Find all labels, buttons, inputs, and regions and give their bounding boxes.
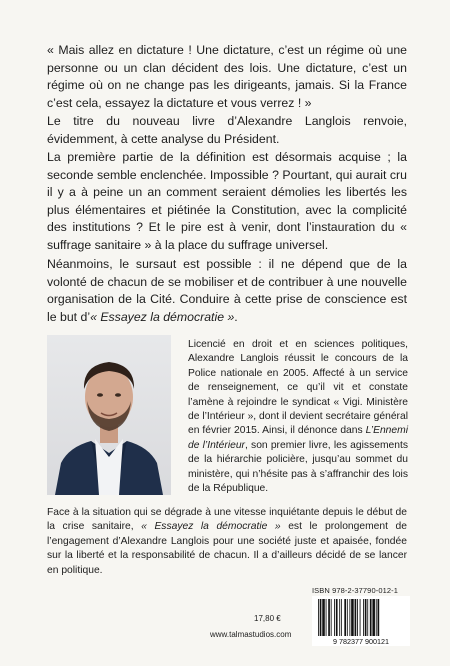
barcode-bar [334, 599, 335, 636]
barcode-bar [372, 599, 375, 636]
barcode-bar [341, 599, 342, 636]
barcode-bar [370, 599, 372, 636]
barcode-bar [320, 599, 322, 636]
barcode-bar [339, 599, 340, 636]
barcode-bar [331, 599, 332, 636]
barcode-bar [349, 599, 350, 636]
isbn-label: ISBN 978-2-37790-012-1 [312, 586, 399, 595]
sursaut-end: . [234, 309, 238, 324]
bio-text-1: Licencié en droit et en sciences politiques, Alexandre Langlois réussit le concours de la Police nationale en 2005. Affecté à un service de renseignement, ce qu’il vit et constate l’amène à rejoindre le syndicat « Vigi. Ministère de l’Intérieur », dont il devient secrétaire général en février 2015. Ainsi, il dénonce dans [188, 339, 408, 437]
barcode-bar [328, 599, 330, 636]
closing-paragraph [47, 506, 407, 578]
barcode-bar [355, 599, 357, 636]
barcode-bar [318, 599, 319, 636]
author-portrait-photo [47, 335, 171, 495]
barcode-digits: 9 782377 900121 [333, 637, 389, 646]
barcode-graphic [312, 596, 410, 646]
barcode-bar [378, 599, 380, 636]
barcode-bar [347, 599, 348, 636]
author-bio [188, 338, 408, 496]
barcode-bar [344, 599, 346, 636]
barcode-bar [357, 599, 358, 636]
barcode-bar [336, 599, 338, 636]
barcode-bar [376, 599, 377, 636]
barcode-bar [363, 599, 364, 636]
closing-text-1: Face à la situation qui se dégrade à une vitesse inquiétante depuis le début de la crise sanitaire, [47, 507, 407, 533]
bio-text-2: , son premier livre, les agissements de la hiérarchie policière, jusqu’au sommet du ministère, qui n’hésite pas à s’affranchir des lois de la République. [188, 439, 408, 495]
author-portrait-svg [47, 335, 171, 495]
sursaut-text: Néanmoins, le sursaut est possible : il ne dépend que de la volonté de chacun de se mobiliser et de contribuer à une nouvelle organisation de la Cité. Conduire à cette prise de conscience est le but d’ [47, 257, 407, 324]
bio-book-title: L’Ennemi de l’Intérieur [188, 425, 408, 451]
sursaut-paragraph [47, 256, 407, 326]
barcode-bar [351, 599, 354, 636]
closing-book-title: « Essayez la démocratie » [141, 521, 281, 533]
price-label: 17,80 € [254, 614, 281, 623]
book-title-inline: « Essayez la démocratie » [90, 309, 235, 324]
presidential-quote: « Mais allez en dictature ! Une dictature, c’est un régime où une personne ou un clan décident des lois. Une dictature, c’est un régime où on ne change pas les dirigeants, jamais. Si la France c’est cela, essayez la dictature et vous verrez ! » [47, 43, 407, 110]
barcode-bar [365, 599, 367, 636]
publisher-website: www.talmastudios.com [210, 630, 292, 639]
closing-text-2: est le prolongement de l’engagement d’Alexandre Langlois pour une société juste et apaisée, fondée sur la liberté et la responsabilité de chacun. Il a d’ailleurs décidé de se lancer en politique. [47, 521, 407, 576]
definition-paragraph: La première partie de la définition est désormais acquise ; la seconde semble enclenchée. Impossible ? Pourtant, qui aurait cru il y a à peine un an comment seraient démolies les libertés les plus élémentaires et piétinée la Constitution, avec la complicité des institutions ? Et le pire est à venir, dont l’instauration du « suffrage sanitaire » à la place du suffrage universel. [47, 150, 407, 252]
barcode-bar [322, 599, 325, 636]
barcode-bar [360, 599, 361, 636]
barcode-bar [367, 599, 368, 636]
barcode-bar [326, 599, 327, 636]
intro-paragraph: Le titre du nouveau livre d’Alexandre Langlois renvoie, évidemment, à cette analyse du Président. [47, 114, 407, 146]
